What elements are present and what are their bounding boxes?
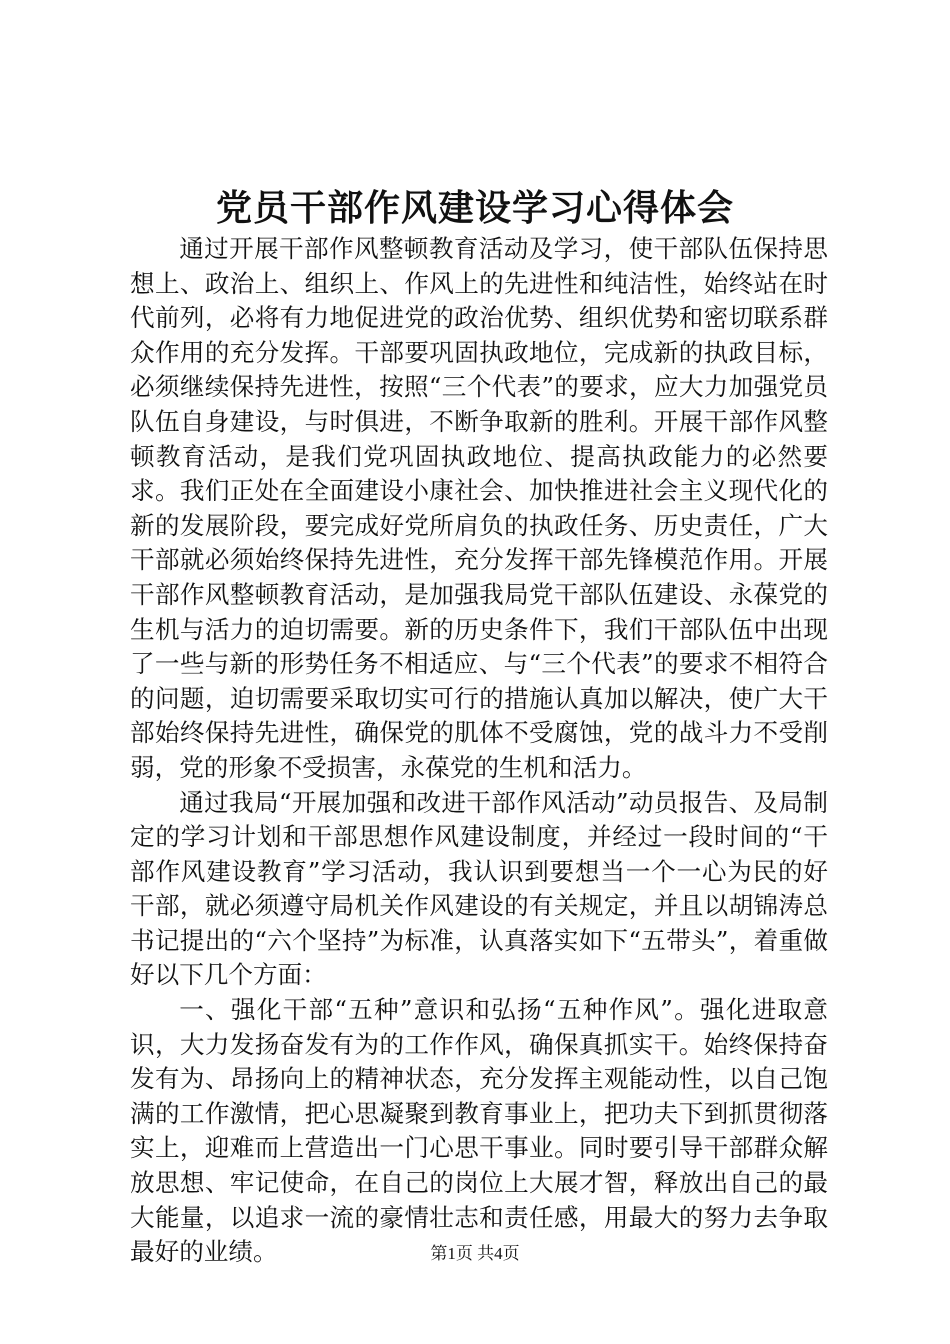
paragraph-3: 一、强化干部“五种”意识和弘扬“五种作风”。强化进取意识，大力发扬奋发有为的工作作风，确保真抓实干。始终保持奋发有为、昂扬向上的精神状态，充分发挥主观能动性，以自己饱满的工作激情，把心思凝聚到教育事业上，把功夫下到抓贯彻落实上，迎难而上营造出一门心思干事业。同时要引导干部群众解放思想、牢记使命，在自己的岗位上大展才智，释放出自己的最大能量，以追求一流的豪情壮志和责任感，用最大的努力去争取最好的业绩。 bbox=[130, 995, 828, 1267]
page-number-footer: 第1页 共4页 bbox=[430, 1244, 520, 1263]
document-title: 党员干部作风建设学习心得体会 bbox=[215, 187, 734, 229]
document-body bbox=[130, 232, 828, 1270]
paragraph-1: 通过开展干部作风整顿教育活动及学习，使干部队伍保持思想上、政治上、组织上、作风上的先进性和纯洁性，始终站在时代前列，必将有力地促进党的政治优势、组织优势和密切联系群众作用的充分发挥。干部要巩固执政地位，完成新的执政目标，必须继续保持先进性，按照“三个代表”的要求，应大力加强党员队伍自身建设，与时俱进，不断争取新的胜利。开展干部作风整顿教育活动，是我们党巩固执政地位、提高执政能力的必然要求。我们正处在全面建设小康社会、加快推进社会主义现代化的新的发展阶段，要完成好党所肩负的执政任务、历史责任，广大干部就必须始终保持先进性，充分发挥干部先锋模范作用。开展干部作风整顿教育活动，是加强我局党干部队伍建设、永葆党的生机与活力的迫切需要。新的历史条件下，我们干部队伍中出现了一些与新的形势任务不相适应、与“三个代表”的要求不相符合的问题，迫切需要采取切实可行的措施认真加以解决，使广大干部始终保持先进性，确保党的肌体不受腐蚀，党的战斗力不受削弱，党的形象不受损害，永葆党的生机和活力。 bbox=[130, 234, 828, 782]
paragraph-2: 通过我局“开展加强和改进干部作风活动”动员报告、及局制定的学习计划和干部思想作风建设制度，并经过一段时间的“干部作风建设教育”学习活动，我认识到要想当一个一心为民的好干部，就必须遵守局机关作风建设的有关规定，并且以胡锦涛总书记提出的“六个坚持”为标准，认真落实如下“五带头”，着重做好以下几个方面： bbox=[130, 787, 828, 990]
